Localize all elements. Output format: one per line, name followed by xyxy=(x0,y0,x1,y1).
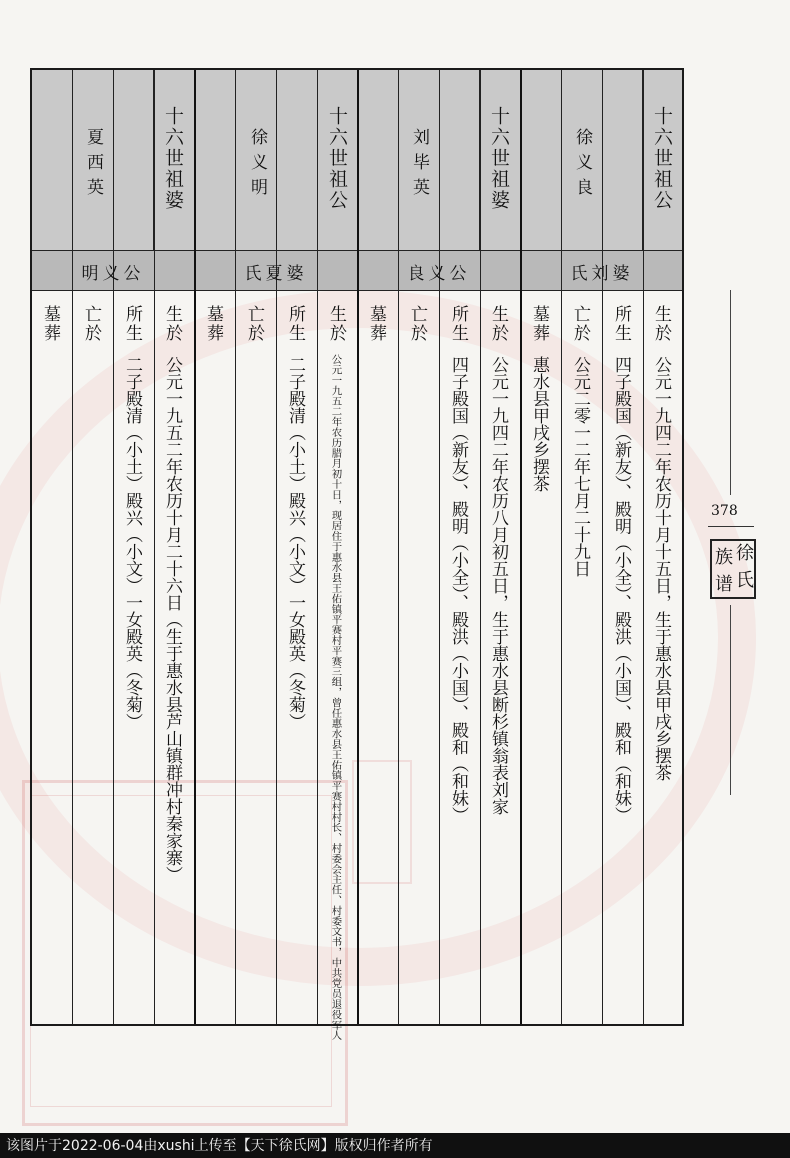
column-divider xyxy=(520,70,522,1024)
row-key: 墓葬 xyxy=(203,305,223,343)
row-value: 二子殿清（小土）殿兴（小文）一女殿英（冬菊） xyxy=(122,356,142,730)
footer-copyright: 该图片于2022-06-04由xushi上传至【天下徐氏网】版权归作者所有 xyxy=(6,1138,433,1154)
row-key: 墓葬 xyxy=(40,305,60,343)
row-key: 墓葬 xyxy=(529,305,549,343)
row-key: 生於 xyxy=(488,305,508,343)
logo-char: 氏 xyxy=(736,570,754,591)
row-key: 亡於 xyxy=(407,305,427,343)
margin-line-top xyxy=(730,290,731,495)
row-divider xyxy=(602,70,603,1024)
row-key: 所生 xyxy=(122,305,142,343)
row-divider xyxy=(439,70,440,1024)
header-divider-inner xyxy=(479,70,480,250)
row-key: 墓葬 xyxy=(366,305,386,343)
row-value: 公元一九五二年农历腊月初十日，现居住于惠水县王佑镇平赛村平赛三组，曾任惠水县王佑镇平赛村村长、村委会主任、村委文书，中共党员退役军人 xyxy=(329,354,342,1041)
row-divider xyxy=(561,70,562,1024)
generation-title: 十六世祖婆 xyxy=(162,106,184,211)
person-name: 刘毕英 xyxy=(409,128,429,203)
column-divider xyxy=(194,70,196,1024)
row-key: 所生 xyxy=(285,305,305,343)
generation-title: 十六世祖公 xyxy=(651,106,673,211)
row-value: 公元一九五二年农历十月二十六日（生于惠水县芦山镇群冲村秦家寨） xyxy=(162,356,182,883)
generation-title: 十六世祖公 xyxy=(326,106,348,211)
row-key: 亡於 xyxy=(81,305,101,343)
row-key: 亡於 xyxy=(570,305,590,343)
row-key: 所生 xyxy=(611,305,631,343)
margin-line-bottom xyxy=(730,605,731,795)
spouse-label: 良义公 xyxy=(407,264,471,284)
row-divider xyxy=(154,70,155,1024)
row-key: 生於 xyxy=(651,305,671,343)
header-divider-inner xyxy=(642,70,643,250)
genealogy-table xyxy=(30,68,684,1041)
column-divider xyxy=(357,70,359,1024)
generation-title: 十六世祖婆 xyxy=(488,106,510,211)
person-name: 夏西英 xyxy=(83,128,103,203)
page-number: 378 xyxy=(711,503,738,519)
row-key: 生於 xyxy=(326,305,346,343)
person-name: 徐义明 xyxy=(247,128,267,203)
genealogy-logo xyxy=(710,539,756,599)
row-value: 公元一九四二年农历十月十五日，生于惠水县甲戌乡摆茶 xyxy=(651,356,671,781)
row-value: 四子殿国（新友）、殿明（小全）、殿洪（小国）、殿和（和妹） xyxy=(448,356,468,824)
row-value: 二子殿清（小土）殿兴（小文）一女殿英（冬菊） xyxy=(285,356,305,730)
spouse-label: 氏刘婆 xyxy=(570,264,634,284)
row-divider xyxy=(398,70,399,1024)
row-value: 四子殿国（新友）、殿明（小全）、殿洪（小国）、殿和（和妹） xyxy=(611,356,631,824)
row-value: 惠水县甲戌乡摆茶 xyxy=(529,356,549,492)
row-divider xyxy=(480,70,481,1024)
person-name: 徐义良 xyxy=(572,128,592,203)
header-divider-inner xyxy=(153,70,154,250)
row-divider xyxy=(276,70,277,1024)
row-key: 亡於 xyxy=(244,305,264,343)
logo-char: 谱 xyxy=(715,574,733,595)
spouse-label: 氏夏婆 xyxy=(244,264,308,284)
header-divider-inner xyxy=(317,70,318,250)
row-key: 所生 xyxy=(448,305,468,343)
row-divider xyxy=(235,70,236,1024)
row-divider xyxy=(72,70,73,1024)
logo-char: 族 xyxy=(715,547,733,568)
page-number-rule xyxy=(708,526,754,527)
row-divider xyxy=(113,70,114,1024)
row-divider xyxy=(643,70,644,1024)
spouse-label: 明义公 xyxy=(81,264,145,284)
row-value: 公元一九四二年农历八月初五日，生于惠水县断杉镇翁表刘家 xyxy=(488,356,508,815)
logo-char: 徐 xyxy=(736,543,754,564)
row-key: 生於 xyxy=(162,305,182,343)
row-value: 公元二零一二年七月二十九日 xyxy=(570,356,590,577)
